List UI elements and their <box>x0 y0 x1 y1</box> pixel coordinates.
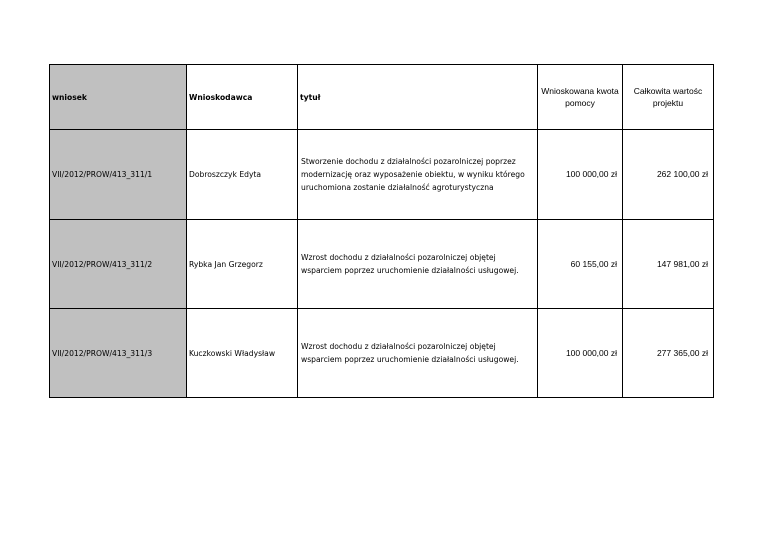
header-wnioskodawca: Wnioskodawca <box>187 65 298 130</box>
applications-table <box>49 64 714 398</box>
table-row <box>50 309 714 398</box>
header-wniosek: wniosek <box>50 65 187 130</box>
cell-kwota: 60 155,00 zł <box>538 220 623 309</box>
cell-kwota: 100 000,00 zł <box>538 130 623 220</box>
header-wartosc: Całkowita wartośc projektu <box>623 65 714 130</box>
cell-wnioskodawca: Kuczkowski Władysław <box>187 309 298 398</box>
cell-tytul: Stworzenie dochodu z działalności pozarolniczej poprzez modernizację oraz wyposażenie obiektu, w wyniku którego uruchomiona zostanie działalność agroturystyczna <box>298 130 538 220</box>
cell-wnioskodawca: Dobroszczyk Edyta <box>187 130 298 220</box>
cell-wnioskodawca: Rybka Jan Grzegorz <box>187 220 298 309</box>
cell-wartosc: 262 100,00 zł <box>623 130 714 220</box>
cell-wniosek: VII/2012/PROW/413_311/2 <box>50 220 187 309</box>
cell-wniosek: VII/2012/PROW/413_311/1 <box>50 130 187 220</box>
table-row <box>50 220 714 309</box>
cell-wniosek: VII/2012/PROW/413_311/3 <box>50 309 187 398</box>
cell-wartosc: 277 365,00 zł <box>623 309 714 398</box>
cell-kwota: 100 000,00 zł <box>538 309 623 398</box>
cell-wartosc: 147 981,00 zł <box>623 220 714 309</box>
cell-tytul: Wzrost dochodu z działalności pozarolniczej objętej wsparciem poprzez uruchomienie działalności usługowej. <box>298 309 538 398</box>
cell-tytul: Wzrost dochodu z działalności pozarolniczej objętej wsparciem poprzez uruchomienie działalności usługowej. <box>298 220 538 309</box>
table-row <box>50 130 714 220</box>
header-kwota: Wnioskowana kwota pomocy <box>538 65 623 130</box>
header-tytul: tytuł <box>298 65 538 130</box>
table-header-row <box>50 65 714 130</box>
